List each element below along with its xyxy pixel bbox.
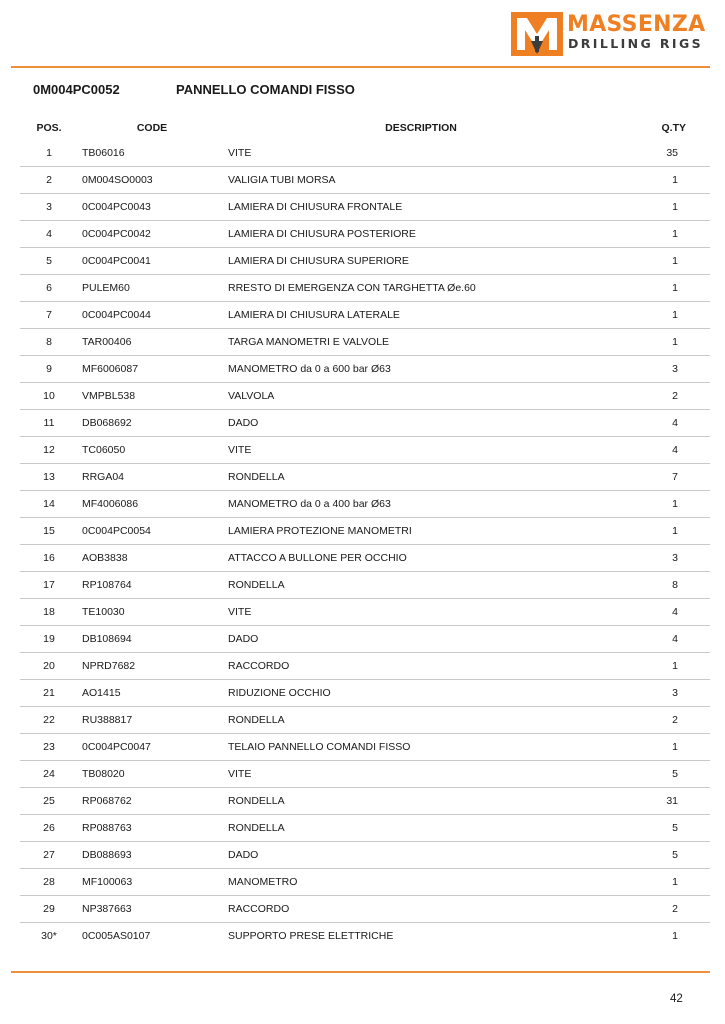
table-row bbox=[20, 869, 710, 896]
cell-pos: 30* bbox=[41, 930, 57, 942]
table-row bbox=[20, 194, 710, 221]
cell-pos: 28 bbox=[20, 869, 78, 896]
cell-qty: 4 bbox=[616, 626, 710, 653]
cell-code: NP387663 bbox=[78, 896, 226, 923]
cell-qty: 3 bbox=[616, 680, 710, 707]
cell-code: RRGA04 bbox=[78, 464, 226, 491]
table-row bbox=[20, 707, 710, 734]
cell-description: LAMIERA DI CHIUSURA LATERALE bbox=[226, 302, 616, 329]
table-row bbox=[20, 896, 710, 923]
cell-description: RONDELLA bbox=[226, 815, 616, 842]
cell-qty: 1 bbox=[616, 491, 710, 518]
table-row bbox=[20, 680, 710, 707]
table-row bbox=[20, 734, 710, 761]
cell-code: AO1415 bbox=[78, 680, 226, 707]
table-row bbox=[20, 788, 710, 815]
cell-code: DB068692 bbox=[78, 410, 226, 437]
cell-pos: 15 bbox=[20, 518, 78, 545]
header-description: DESCRIPTION bbox=[385, 122, 457, 134]
parts-table bbox=[20, 116, 710, 949]
table-row bbox=[20, 653, 710, 680]
cell-pos: 25 bbox=[20, 788, 78, 815]
cell-description: ATTACCO A BULLONE PER OCCHIO bbox=[226, 545, 616, 572]
cell-code: MF6006087 bbox=[78, 356, 226, 383]
cell-code: TC06050 bbox=[78, 437, 226, 464]
cell-qty: 1 bbox=[616, 518, 710, 545]
cell-qty: 1 bbox=[616, 329, 710, 356]
cell-pos: 14 bbox=[20, 491, 78, 518]
header-pos: POS. bbox=[36, 122, 62, 134]
page-number: 42 bbox=[670, 993, 683, 1005]
cell-pos: 16 bbox=[20, 545, 78, 572]
cell-pos: 29 bbox=[20, 896, 78, 923]
cell-qty: 31 bbox=[616, 788, 710, 815]
massenza-m-logo-icon bbox=[511, 12, 563, 56]
cell-description: VITE bbox=[226, 761, 616, 788]
cell-description: DADO bbox=[226, 410, 616, 437]
cell-qty: 1 bbox=[616, 194, 710, 221]
cell-description: RACCORDO bbox=[226, 653, 616, 680]
cell-pos: 7 bbox=[20, 302, 78, 329]
cell-pos: 2 bbox=[20, 167, 78, 194]
cell-qty: 4 bbox=[616, 437, 710, 464]
cell-description: MANOMETRO bbox=[226, 869, 616, 896]
cell-description: TELAIO PANNELLO COMANDI FISSO bbox=[226, 734, 616, 761]
cell-code: DB108694 bbox=[78, 626, 226, 653]
cell-description: MANOMETRO da 0 a 400 bar Ø63 bbox=[226, 491, 616, 518]
cell-code: PULEM60 bbox=[78, 275, 226, 302]
table-row bbox=[20, 518, 710, 545]
cell-description: RIDUZIONE OCCHIO bbox=[226, 680, 616, 707]
cell-description: MANOMETRO da 0 a 600 bar Ø63 bbox=[226, 356, 616, 383]
cell-description: SUPPORTO PRESE ELETTRICHE bbox=[228, 930, 394, 942]
table-row bbox=[20, 842, 710, 869]
cell-description: RONDELLA bbox=[226, 788, 616, 815]
cell-pos: 23 bbox=[20, 734, 78, 761]
cell-pos: 6 bbox=[20, 275, 78, 302]
header-code: CODE bbox=[136, 122, 168, 134]
cell-qty: 1 bbox=[616, 653, 710, 680]
cell-pos: 18 bbox=[20, 599, 78, 626]
cell-pos: 10 bbox=[20, 383, 78, 410]
cell-description: DADO bbox=[226, 842, 616, 869]
cell-qty: 1 bbox=[672, 930, 678, 942]
cell-code: RP108764 bbox=[78, 572, 226, 599]
cell-code: 0C004PC0044 bbox=[78, 302, 226, 329]
header-qty: Q.TY bbox=[661, 122, 686, 134]
cell-code: MF4006086 bbox=[78, 491, 226, 518]
header-divider bbox=[11, 66, 710, 68]
brand-tagline: DRILLING RIGS bbox=[568, 36, 704, 51]
cell-qty: 5 bbox=[616, 842, 710, 869]
table-row bbox=[20, 383, 710, 410]
table-row bbox=[20, 761, 710, 788]
table-header-row bbox=[20, 116, 710, 140]
cell-code: RP088763 bbox=[78, 815, 226, 842]
cell-qty: 4 bbox=[616, 599, 710, 626]
table-row bbox=[20, 167, 710, 194]
cell-code: 0C004PC0041 bbox=[78, 248, 226, 275]
cell-qty: 1 bbox=[616, 734, 710, 761]
parts-table-body bbox=[20, 140, 710, 949]
cell-qty: 1 bbox=[616, 302, 710, 329]
cell-qty: 2 bbox=[616, 896, 710, 923]
cell-pos: 22 bbox=[20, 707, 78, 734]
cell-pos: 17 bbox=[20, 572, 78, 599]
cell-description: VITE bbox=[226, 437, 616, 464]
cell-code: NPRD7682 bbox=[78, 653, 226, 680]
cell-qty: 1 bbox=[616, 221, 710, 248]
cell-code: 0C004PC0054 bbox=[78, 518, 226, 545]
cell-pos: 27 bbox=[20, 842, 78, 869]
cell-qty: 4 bbox=[616, 410, 710, 437]
cell-pos: 24 bbox=[20, 761, 78, 788]
cell-code: 0C004PC0047 bbox=[78, 734, 226, 761]
cell-code: RU388817 bbox=[78, 707, 226, 734]
document-title: PANNELLO COMANDI FISSO bbox=[176, 82, 355, 97]
cell-qty: 35 bbox=[616, 140, 710, 167]
cell-qty: 8 bbox=[616, 572, 710, 599]
cell-qty: 3 bbox=[616, 545, 710, 572]
table-row bbox=[20, 275, 710, 302]
table-row bbox=[20, 410, 710, 437]
cell-pos: 5 bbox=[20, 248, 78, 275]
table-row bbox=[20, 140, 710, 167]
cell-pos: 13 bbox=[20, 464, 78, 491]
cell-description: VALIGIA TUBI MORSA bbox=[226, 167, 616, 194]
cell-qty: 1 bbox=[616, 167, 710, 194]
cell-pos: 21 bbox=[20, 680, 78, 707]
cell-code: MF100063 bbox=[78, 869, 226, 896]
cell-description: VITE bbox=[226, 140, 616, 167]
cell-code: 0C005AS0107 bbox=[82, 930, 151, 942]
table-row bbox=[20, 626, 710, 653]
cell-description: TARGA MANOMETRI E VALVOLE bbox=[226, 329, 616, 356]
cell-qty: 1 bbox=[616, 275, 710, 302]
table-row bbox=[20, 356, 710, 383]
cell-pos: 11 bbox=[20, 410, 78, 437]
cell-code: 0C004PC0043 bbox=[78, 194, 226, 221]
cell-description: RACCORDO bbox=[226, 896, 616, 923]
cell-code: 0C004PC0042 bbox=[78, 221, 226, 248]
table-row bbox=[20, 545, 710, 572]
cell-code: TAR00406 bbox=[78, 329, 226, 356]
cell-qty: 1 bbox=[616, 248, 710, 275]
cell-pos: 12 bbox=[20, 437, 78, 464]
cell-description: LAMIERA PROTEZIONE MANOMETRI bbox=[226, 518, 616, 545]
cell-pos: 1 bbox=[20, 140, 78, 167]
cell-code: DB088693 bbox=[78, 842, 226, 869]
cell-description: LAMIERA DI CHIUSURA POSTERIORE bbox=[226, 221, 616, 248]
cell-code: 0M004SO0003 bbox=[78, 167, 226, 194]
cell-description: RONDELLA bbox=[226, 707, 616, 734]
brand-name: MASSENZA bbox=[567, 12, 706, 37]
table-row bbox=[20, 815, 710, 842]
cell-code: RP068762 bbox=[78, 788, 226, 815]
table-row bbox=[20, 329, 710, 356]
table-row bbox=[20, 923, 710, 950]
table-row bbox=[20, 491, 710, 518]
table-row bbox=[20, 221, 710, 248]
document-code: 0M004PC0052 bbox=[33, 82, 120, 97]
table-row bbox=[20, 464, 710, 491]
cell-qty: 1 bbox=[616, 869, 710, 896]
cell-code: TE10030 bbox=[78, 599, 226, 626]
cell-pos: 8 bbox=[20, 329, 78, 356]
table-row bbox=[20, 599, 710, 626]
cell-pos: 3 bbox=[20, 194, 78, 221]
cell-description: VALVOLA bbox=[226, 383, 616, 410]
cell-description: RONDELLA bbox=[226, 572, 616, 599]
brand-logo bbox=[511, 12, 713, 58]
cell-description: RONDELLA bbox=[226, 464, 616, 491]
footer-divider bbox=[11, 971, 710, 973]
cell-code: VMPBL538 bbox=[78, 383, 226, 410]
cell-code: AOB3838 bbox=[78, 545, 226, 572]
table-row bbox=[20, 302, 710, 329]
cell-code: TB08020 bbox=[78, 761, 226, 788]
cell-description: DADO bbox=[226, 626, 616, 653]
cell-description: LAMIERA DI CHIUSURA FRONTALE bbox=[226, 194, 616, 221]
cell-qty: 5 bbox=[616, 761, 710, 788]
cell-qty: 2 bbox=[616, 707, 710, 734]
cell-code: TB06016 bbox=[78, 140, 226, 167]
cell-description: RRESTO DI EMERGENZA CON TARGHETTA Øe.60 bbox=[226, 275, 616, 302]
cell-description: VITE bbox=[226, 599, 616, 626]
table-row bbox=[20, 248, 710, 275]
table-row bbox=[20, 572, 710, 599]
cell-qty: 7 bbox=[616, 464, 710, 491]
cell-pos: 26 bbox=[20, 815, 78, 842]
table-row bbox=[20, 437, 710, 464]
cell-qty: 5 bbox=[616, 815, 710, 842]
cell-pos: 9 bbox=[20, 356, 78, 383]
cell-description: LAMIERA DI CHIUSURA SUPERIORE bbox=[226, 248, 616, 275]
cell-qty: 2 bbox=[616, 383, 710, 410]
cell-qty: 3 bbox=[616, 356, 710, 383]
cell-pos: 20 bbox=[20, 653, 78, 680]
cell-pos: 19 bbox=[20, 626, 78, 653]
cell-pos: 4 bbox=[20, 221, 78, 248]
